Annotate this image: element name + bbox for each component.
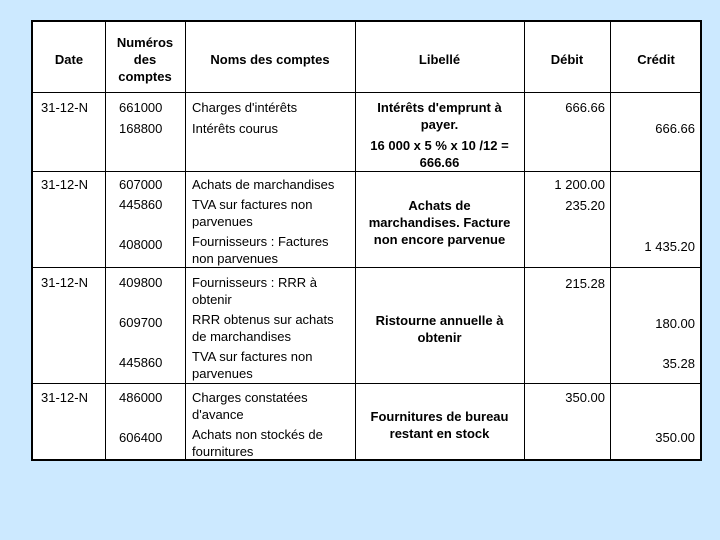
column-divider (185, 22, 186, 459)
entry-libelle: non encore parvenue (373, 232, 506, 247)
debit-amount: 235.20 (565, 198, 605, 213)
entry-libelle: Fournitures de bureau (370, 409, 509, 424)
account-name: parvenues (192, 366, 253, 381)
entry-date: 31-12-N (41, 100, 88, 115)
account-number: 661000 (119, 100, 163, 115)
header-numeros-line1: Numéros (116, 35, 174, 50)
entry-libelle-calculation: 666.66 (419, 155, 460, 170)
account-number: 606400 (119, 430, 163, 445)
account-name: Charges d'intérêts (192, 100, 298, 115)
entry-date: 31-12-N (41, 390, 88, 405)
account-name: non parvenues (192, 251, 279, 266)
header-libelle: Libellé (418, 52, 461, 67)
account-number: 445860 (119, 355, 163, 370)
account-number: 445860 (119, 197, 163, 212)
account-number: 168800 (119, 121, 163, 136)
account-name: TVA sur factures non (192, 349, 313, 364)
header-numeros-line2: des (133, 52, 157, 67)
credit-amount: 1 435.20 (644, 239, 695, 254)
account-name: Achats de marchandises (192, 177, 335, 192)
entry-libelle-calculation: 16 000 x 5 % x 10 /12 = (370, 138, 509, 153)
entry-libelle: Ristourne annuelle à (375, 313, 504, 328)
header-numeros-line3: comptes (118, 69, 172, 84)
account-number: 607000 (119, 177, 163, 192)
entry-libelle: Achats de (408, 198, 471, 213)
account-name: de marchandises (192, 329, 291, 344)
account-name: Intérêts courus (192, 121, 278, 136)
credit-amount: 35.28 (662, 356, 695, 371)
account-number: 408000 (119, 237, 163, 252)
header-date: Date (54, 52, 84, 67)
debit-amount: 215.28 (565, 276, 605, 291)
journal-table (31, 20, 702, 461)
header-divider (33, 92, 700, 93)
credit-amount: 666.66 (655, 121, 695, 136)
account-name: parvenues (192, 214, 253, 229)
entry-libelle: restant en stock (389, 426, 490, 441)
credit-amount: 180.00 (655, 316, 695, 331)
row-divider (33, 171, 700, 172)
account-number: 609700 (119, 315, 163, 330)
account-name: TVA sur factures non (192, 197, 313, 212)
credit-amount: 350.00 (655, 430, 695, 445)
row-divider (33, 383, 700, 384)
header-credit: Crédit (637, 52, 675, 67)
account-name: RRR obtenus sur achats (192, 312, 334, 327)
entry-libelle: Intérêts d'emprunt à (377, 100, 502, 115)
account-name: Fournisseurs : Factures (192, 234, 329, 249)
account-number: 486000 (119, 390, 163, 405)
debit-amount: 1 200.00 (554, 177, 605, 192)
entry-libelle: obtenir (417, 330, 462, 345)
entry-date: 31-12-N (41, 275, 88, 290)
entry-libelle: payer. (420, 117, 459, 132)
entry-libelle: marchandises. Facture (368, 215, 511, 230)
account-name: Fournisseurs : RRR à (192, 275, 317, 290)
header-debit: Débit (550, 52, 584, 67)
header-noms: Noms des comptes (210, 52, 330, 67)
account-name: Achats non stockés de (192, 427, 323, 442)
entry-date: 31-12-N (41, 177, 88, 192)
account-name: fournitures (192, 444, 254, 459)
debit-amount: 666.66 (565, 100, 605, 115)
account-number: 409800 (119, 275, 163, 290)
row-divider (33, 267, 700, 268)
debit-amount: 350.00 (565, 390, 605, 405)
column-divider (105, 22, 106, 459)
account-name: d'avance (192, 407, 244, 422)
account-name: Charges constatées (192, 390, 308, 405)
account-name: obtenir (192, 292, 232, 307)
